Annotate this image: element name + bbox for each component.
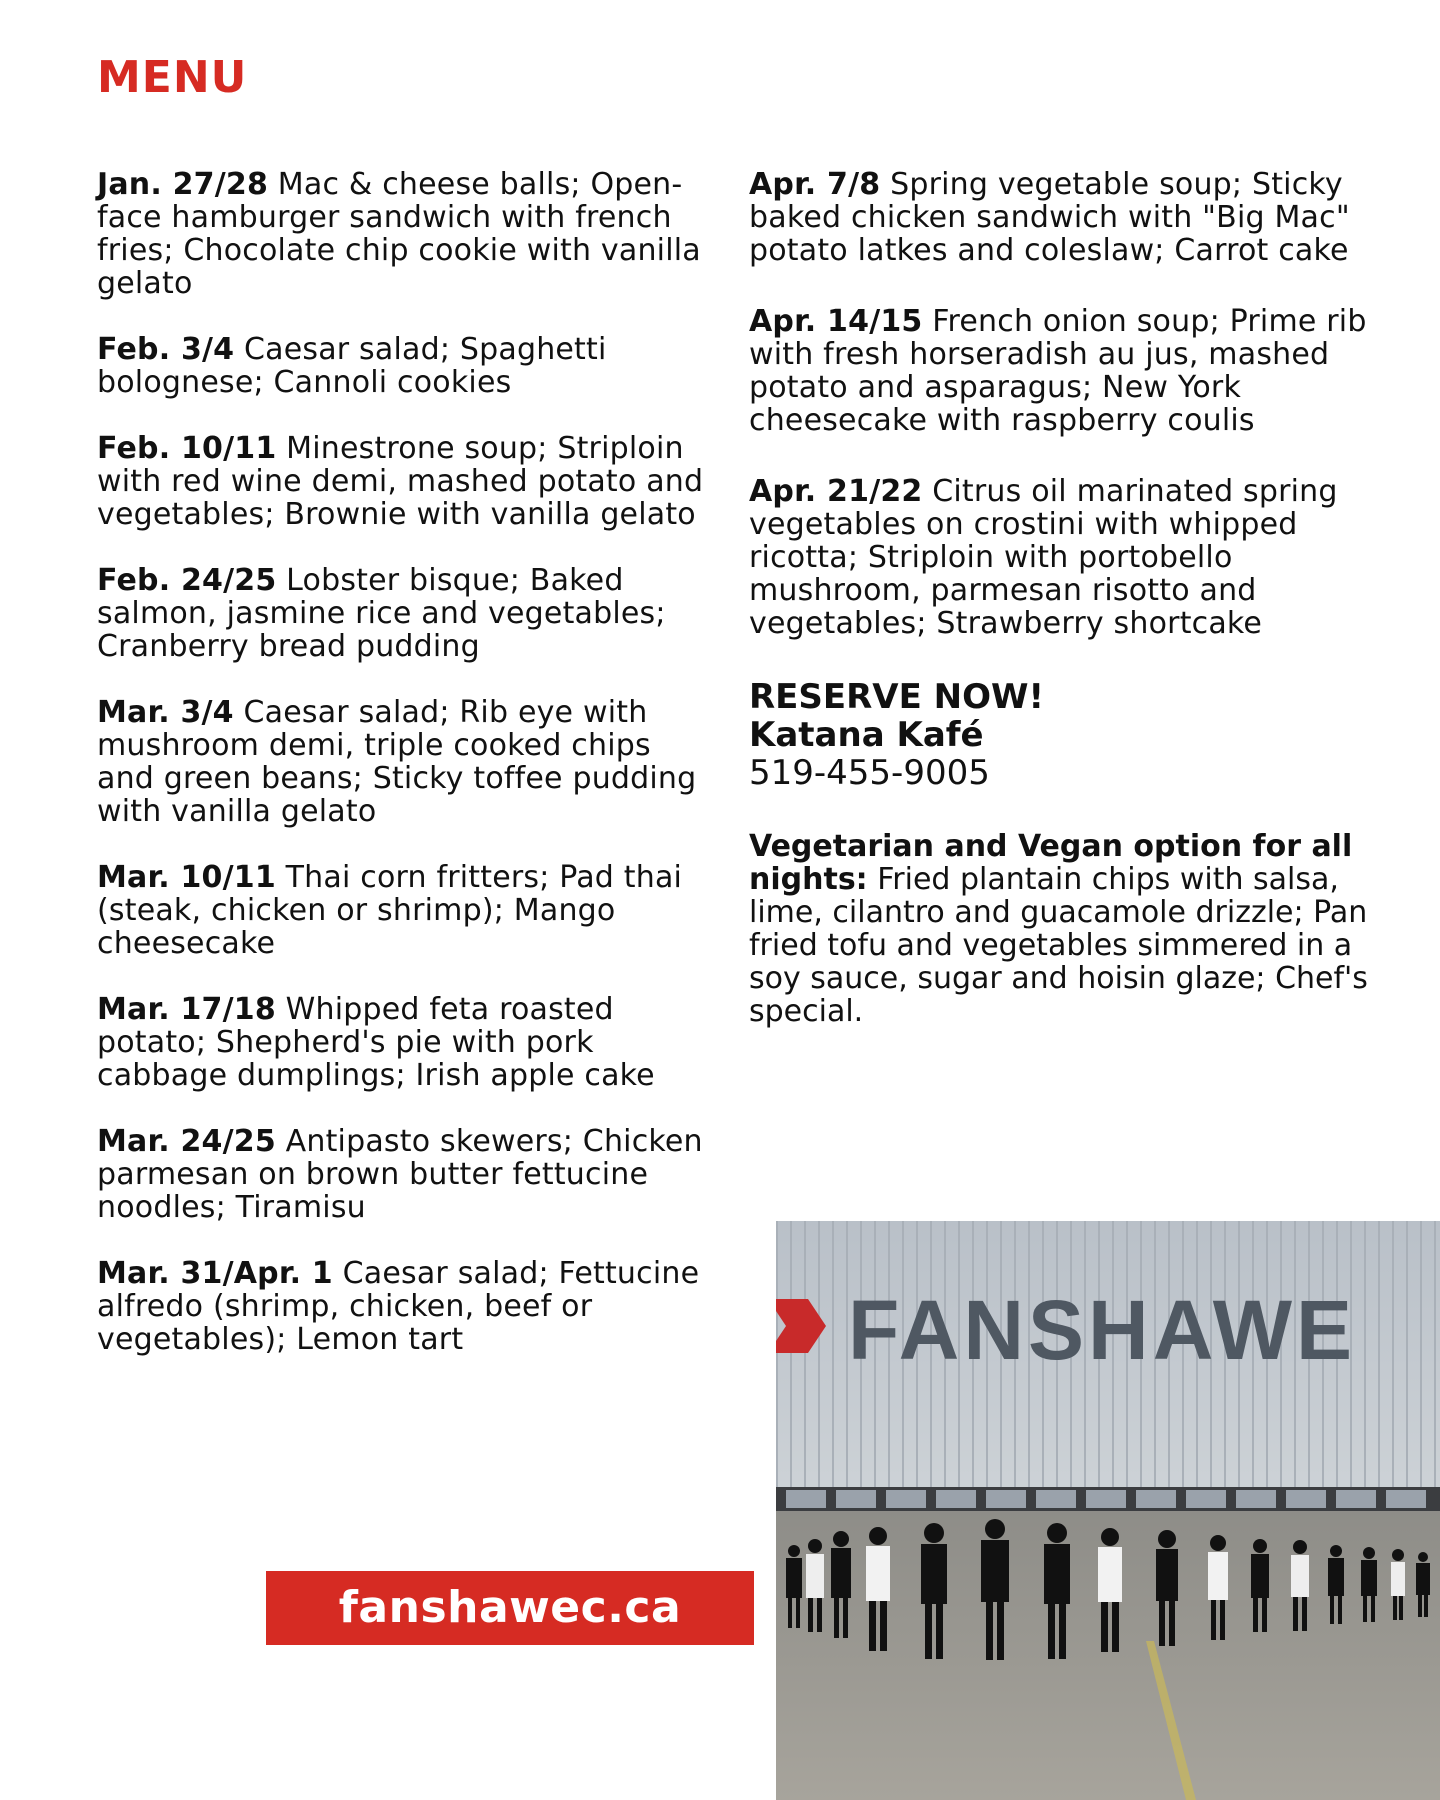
menu-items: Mac & cheese balls; Open-face hamburger sandwich with french fries; Chocolate chip cookie with vanilla gelato: [97, 167, 701, 301]
menu-entry: [97, 168, 717, 300]
phone-number[interactable]: 519-455-9005: [749, 753, 990, 793]
menu-items: Caesar salad; Rib eye with mushroom demi, triple cooked chips and green beans; Sticky toffee pudding with vanilla gelato: [97, 695, 697, 829]
menu-entry: [97, 432, 717, 531]
menu-date: Feb. 3/4: [97, 332, 235, 367]
menu-items: Caesar salad; Spaghetti bolognese; Cannoli cookies: [97, 332, 607, 400]
menu-items: Caesar salad; Fettucine alfredo (shrimp, chicken, beef or vegetables); Lemon tart: [97, 1256, 700, 1357]
menu-column-right: [749, 168, 1369, 1028]
building-sign: FANSHAWE: [848, 1283, 1357, 1377]
venue-name: Katana Kafé: [749, 715, 984, 755]
menu-items: Thai corn fritters; Pad thai (steak, chicken or shrimp); Mango cheesecake: [97, 860, 683, 961]
website-link[interactable]: fanshawec.ca: [266, 1571, 754, 1645]
menu-items: French onion soup; Prime rib with fresh horseradish au jus, mashed potato and asparagus; New York cheesecake with raspberry coulis: [749, 304, 1367, 438]
staff-photo: [776, 1221, 1440, 1800]
menu-items: Citrus oil marinated spring vegetables on crostini with whipped ricotta; Striploin with portobello mushroom, parmesan risotto and vegetables; Strawberry shortcake: [749, 474, 1338, 641]
menu-date: Feb. 10/11: [97, 431, 277, 466]
menu-date: Jan. 27/28: [97, 167, 269, 202]
menu-entry: [749, 168, 1369, 267]
menu-date: Apr. 21/22: [749, 474, 923, 509]
menu-date: Mar. 31/Apr. 1: [97, 1256, 333, 1291]
vegetarian-heading: Vegetarian and Vegan option for all nights:: [749, 829, 1353, 897]
menu-entry: [97, 696, 717, 828]
menu-date: Apr. 7/8: [749, 167, 881, 202]
menu-date: Apr. 14/15: [749, 304, 923, 339]
reserve-block: [749, 678, 1369, 792]
menu-entry: [749, 475, 1369, 640]
menu-date: Mar. 3/4: [97, 695, 234, 730]
menu-items: Antipasto skewers; Chicken parmesan on brown butter fettucine noodles; Tiramisu: [97, 1124, 703, 1225]
menu-entry: [97, 564, 717, 663]
menu-items: Whipped feta roasted potato; Shepherd's pie with pork cabbage dumplings; Irish apple cake: [97, 992, 655, 1093]
menu-date: Mar. 24/25: [97, 1124, 276, 1159]
menu-entry: [97, 333, 717, 399]
menu-entry: [97, 993, 717, 1092]
menu-entry: [749, 305, 1369, 437]
menu-items: Minestrone soup; Striploin with red wine demi, mashed potato and vegetables; Brownie with vanilla gelato: [97, 431, 704, 532]
menu-entry: [97, 1125, 717, 1224]
menu-entry: [97, 861, 717, 960]
menu-date: Mar. 10/11: [97, 860, 276, 895]
page-title: MENU: [97, 52, 248, 103]
menu-column-left: [97, 168, 717, 1389]
menu-items: Spring vegetable soup; Sticky baked chicken sandwich with "Big Mac" potato latkes and coleslaw; Carrot cake: [749, 167, 1350, 268]
vegetarian-note: [749, 830, 1369, 1028]
menu-date: Mar. 17/18: [97, 992, 276, 1027]
menu-entry: [97, 1257, 717, 1356]
vegetarian-text: Fried plantain chips with salsa, lime, cilantro and guacamole drizzle; Pan fried tofu and vegetables simmered in a soy sauce, sugar and hoisin glaze; Chef's special.: [749, 862, 1368, 1029]
menu-date: Feb. 24/25: [97, 563, 277, 598]
reserve-heading: RESERVE NOW!: [749, 677, 1045, 717]
menu-items: Lobster bisque; Baked salmon, jasmine rice and vegetables; Cranberry bread pudding: [97, 563, 666, 664]
